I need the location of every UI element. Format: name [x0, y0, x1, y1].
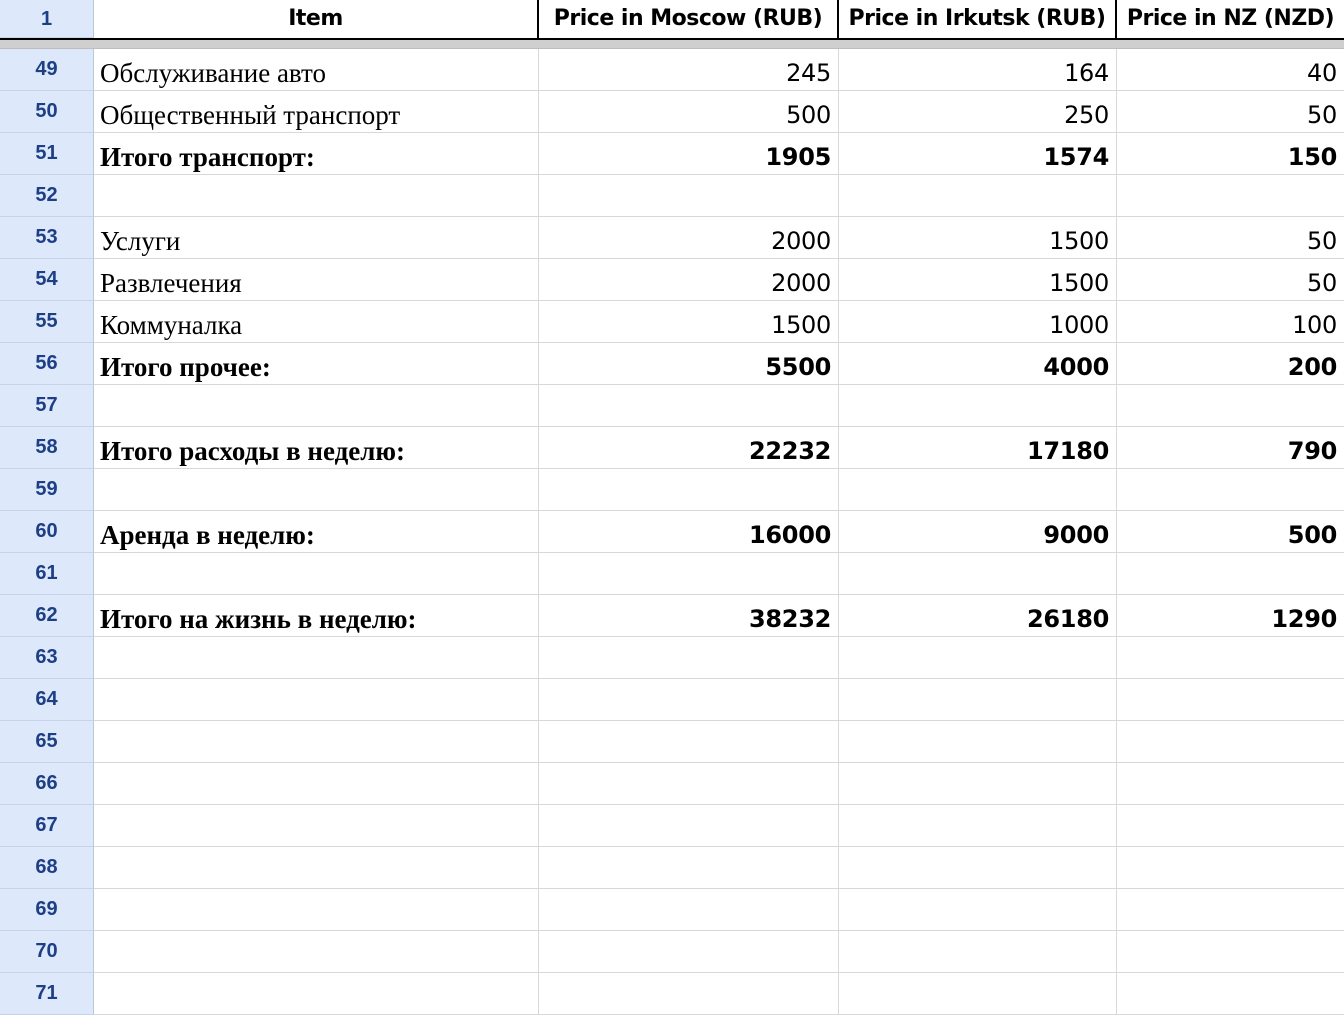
cell-moscow[interactable] — [539, 847, 839, 889]
row-number[interactable]: 66 — [0, 763, 94, 805]
table-row — [0, 763, 1344, 805]
frozen-pane-divider[interactable] — [0, 40, 1344, 49]
column-header-irkutsk[interactable]: Price in Irkutsk (RUB) — [839, 0, 1117, 38]
table-row — [0, 805, 1344, 847]
row-number[interactable]: 64 — [0, 679, 94, 721]
cell-moscow[interactable] — [539, 721, 839, 763]
cell-nz[interactable]: 50 — [1117, 217, 1344, 259]
cell-nz[interactable] — [1117, 469, 1344, 511]
cell-irkutsk[interactable] — [839, 175, 1117, 217]
cell-irkutsk[interactable] — [839, 721, 1117, 763]
cell-item[interactable]: Итого прочее: — [94, 343, 539, 385]
cell-irkutsk[interactable] — [839, 469, 1117, 511]
cell-irkutsk[interactable] — [839, 763, 1117, 805]
cell-item[interactable] — [94, 637, 539, 679]
cell-nz[interactable]: 150 — [1117, 133, 1344, 175]
table-row — [0, 133, 1344, 175]
cell-irkutsk[interactable] — [839, 973, 1117, 1015]
cell-irkutsk[interactable]: 1574 — [839, 133, 1117, 175]
cell-nz[interactable] — [1117, 679, 1344, 721]
table-body — [0, 49, 1344, 1015]
cell-nz[interactable] — [1117, 175, 1344, 217]
row-number[interactable]: 51 — [0, 133, 94, 175]
cell-nz[interactable] — [1117, 805, 1344, 847]
cell-irkutsk[interactable]: 17180 — [839, 427, 1117, 469]
row-number[interactable]: 60 — [0, 511, 94, 553]
cell-moscow[interactable] — [539, 805, 839, 847]
cell-nz[interactable]: 1290 — [1117, 595, 1344, 637]
cell-irkutsk[interactable] — [839, 847, 1117, 889]
cell-item[interactable] — [94, 679, 539, 721]
cell-item[interactable]: Развлечения — [94, 259, 539, 301]
row-number[interactable]: 69 — [0, 889, 94, 931]
column-header-moscow[interactable]: Price in Moscow (RUB) — [539, 0, 839, 38]
cell-moscow[interactable] — [539, 889, 839, 931]
table-row — [0, 427, 1344, 469]
table-row — [0, 973, 1344, 1015]
row-number[interactable]: 58 — [0, 427, 94, 469]
cell-irkutsk[interactable]: 26180 — [839, 595, 1117, 637]
row-number-header[interactable]: 1 — [0, 0, 94, 38]
row-number[interactable]: 54 — [0, 259, 94, 301]
cell-moscow[interactable] — [539, 973, 839, 1015]
cell-item[interactable] — [94, 847, 539, 889]
cell-moscow[interactable]: 5500 — [539, 343, 839, 385]
row-number[interactable]: 56 — [0, 343, 94, 385]
cell-irkutsk[interactable] — [839, 805, 1117, 847]
cell-irkutsk[interactable]: 4000 — [839, 343, 1117, 385]
row-number[interactable]: 65 — [0, 721, 94, 763]
cell-moscow[interactable]: 2000 — [539, 217, 839, 259]
row-number[interactable]: 57 — [0, 385, 94, 427]
cell-moscow[interactable]: 38232 — [539, 595, 839, 637]
cell-nz[interactable] — [1117, 889, 1344, 931]
row-number[interactable]: 70 — [0, 931, 94, 973]
table-row — [0, 721, 1344, 763]
cell-item[interactable]: Обслуживание авто — [94, 49, 539, 91]
cell-item[interactable]: Итого транспорт: — [94, 133, 539, 175]
table-row — [0, 847, 1344, 889]
cell-irkutsk[interactable] — [839, 889, 1117, 931]
table-row — [0, 469, 1344, 511]
cell-moscow[interactable]: 1500 — [539, 301, 839, 343]
cell-moscow[interactable] — [539, 469, 839, 511]
cell-item[interactable] — [94, 469, 539, 511]
table-row — [0, 259, 1344, 301]
table-row — [0, 553, 1344, 595]
cell-moscow[interactable]: 245 — [539, 49, 839, 91]
row-number[interactable]: 63 — [0, 637, 94, 679]
cell-irkutsk[interactable]: 1000 — [839, 301, 1117, 343]
cell-moscow[interactable]: 22232 — [539, 427, 839, 469]
column-header-item[interactable]: Item — [94, 0, 539, 38]
cell-irkutsk[interactable] — [839, 385, 1117, 427]
cell-item[interactable] — [94, 763, 539, 805]
cell-item[interactable]: Итого расходы в неделю: — [94, 427, 539, 469]
table-row — [0, 931, 1344, 973]
table-row — [0, 385, 1344, 427]
cell-nz[interactable] — [1117, 763, 1344, 805]
cell-nz[interactable]: 50 — [1117, 91, 1344, 133]
cell-item[interactable] — [94, 805, 539, 847]
row-number[interactable]: 62 — [0, 595, 94, 637]
cell-nz[interactable]: 200 — [1117, 343, 1344, 385]
table-row — [0, 343, 1344, 385]
cell-nz[interactable] — [1117, 931, 1344, 973]
cell-item[interactable] — [94, 385, 539, 427]
row-number[interactable]: 61 — [0, 553, 94, 595]
table-row — [0, 91, 1344, 133]
cell-irkutsk[interactable]: 250 — [839, 91, 1117, 133]
row-number[interactable]: 59 — [0, 469, 94, 511]
row-number[interactable]: 67 — [0, 805, 94, 847]
table-row — [0, 49, 1344, 91]
cell-item[interactable] — [94, 973, 539, 1015]
cell-irkutsk[interactable]: 1500 — [839, 217, 1117, 259]
table-row — [0, 637, 1344, 679]
cell-moscow[interactable] — [539, 679, 839, 721]
cell-moscow[interactable] — [539, 385, 839, 427]
cell-nz[interactable] — [1117, 721, 1344, 763]
cell-item[interactable] — [94, 175, 539, 217]
cell-item[interactable]: Услуги — [94, 217, 539, 259]
cell-nz[interactable]: 50 — [1117, 259, 1344, 301]
cell-nz[interactable]: 500 — [1117, 511, 1344, 553]
cell-moscow[interactable] — [539, 553, 839, 595]
row-number[interactable]: 68 — [0, 847, 94, 889]
cell-nz[interactable]: 790 — [1117, 427, 1344, 469]
cell-nz[interactable]: 100 — [1117, 301, 1344, 343]
table-row — [0, 217, 1344, 259]
cell-irkutsk[interactable] — [839, 931, 1117, 973]
cell-nz[interactable] — [1117, 637, 1344, 679]
row-number[interactable]: 49 — [0, 49, 94, 91]
table-row — [0, 175, 1344, 217]
cell-item[interactable]: Общественный транспорт — [94, 91, 539, 133]
cell-moscow[interactable]: 2000 — [539, 259, 839, 301]
row-number[interactable]: 52 — [0, 175, 94, 217]
cell-moscow[interactable] — [539, 175, 839, 217]
header-row — [0, 0, 1344, 40]
cell-nz[interactable] — [1117, 553, 1344, 595]
cell-item[interactable]: Итого на жизнь в неделю: — [94, 595, 539, 637]
cell-moscow[interactable] — [539, 931, 839, 973]
row-number[interactable]: 53 — [0, 217, 94, 259]
cell-item[interactable] — [94, 931, 539, 973]
cell-moscow[interactable]: 500 — [539, 91, 839, 133]
cell-nz[interactable] — [1117, 973, 1344, 1015]
table-row — [0, 679, 1344, 721]
table-row — [0, 301, 1344, 343]
column-header-nz[interactable]: Price in NZ (NZD) — [1126, 6, 1335, 31]
cell-moscow[interactable]: 16000 — [539, 511, 839, 553]
cell-moscow[interactable]: 1905 — [539, 133, 839, 175]
row-number[interactable]: 50 — [0, 91, 94, 133]
cell-item[interactable]: Аренда в неделю: — [94, 511, 539, 553]
row-number[interactable]: 55 — [0, 301, 94, 343]
cell-irkutsk[interactable]: 9000 — [839, 511, 1117, 553]
cell-item[interactable] — [94, 889, 539, 931]
cell-irkutsk[interactable] — [839, 553, 1117, 595]
cell-nz[interactable] — [1117, 385, 1344, 427]
cell-nz[interactable]: 40 — [1117, 49, 1344, 91]
cell-irkutsk[interactable] — [839, 679, 1117, 721]
table-row — [0, 511, 1344, 553]
table-row — [0, 889, 1344, 931]
cell-item[interactable] — [94, 553, 539, 595]
row-number[interactable]: 71 — [0, 973, 94, 1015]
cell-item[interactable] — [94, 721, 539, 763]
cell-moscow[interactable] — [539, 763, 839, 805]
cell-item[interactable]: Коммуналка — [94, 301, 539, 343]
table-row — [0, 595, 1344, 637]
cell-irkutsk[interactable]: 1500 — [839, 259, 1117, 301]
cell-moscow[interactable] — [539, 637, 839, 679]
cell-irkutsk[interactable] — [839, 637, 1117, 679]
cell-irkutsk[interactable]: 164 — [839, 49, 1117, 91]
cell-nz[interactable] — [1117, 847, 1344, 889]
